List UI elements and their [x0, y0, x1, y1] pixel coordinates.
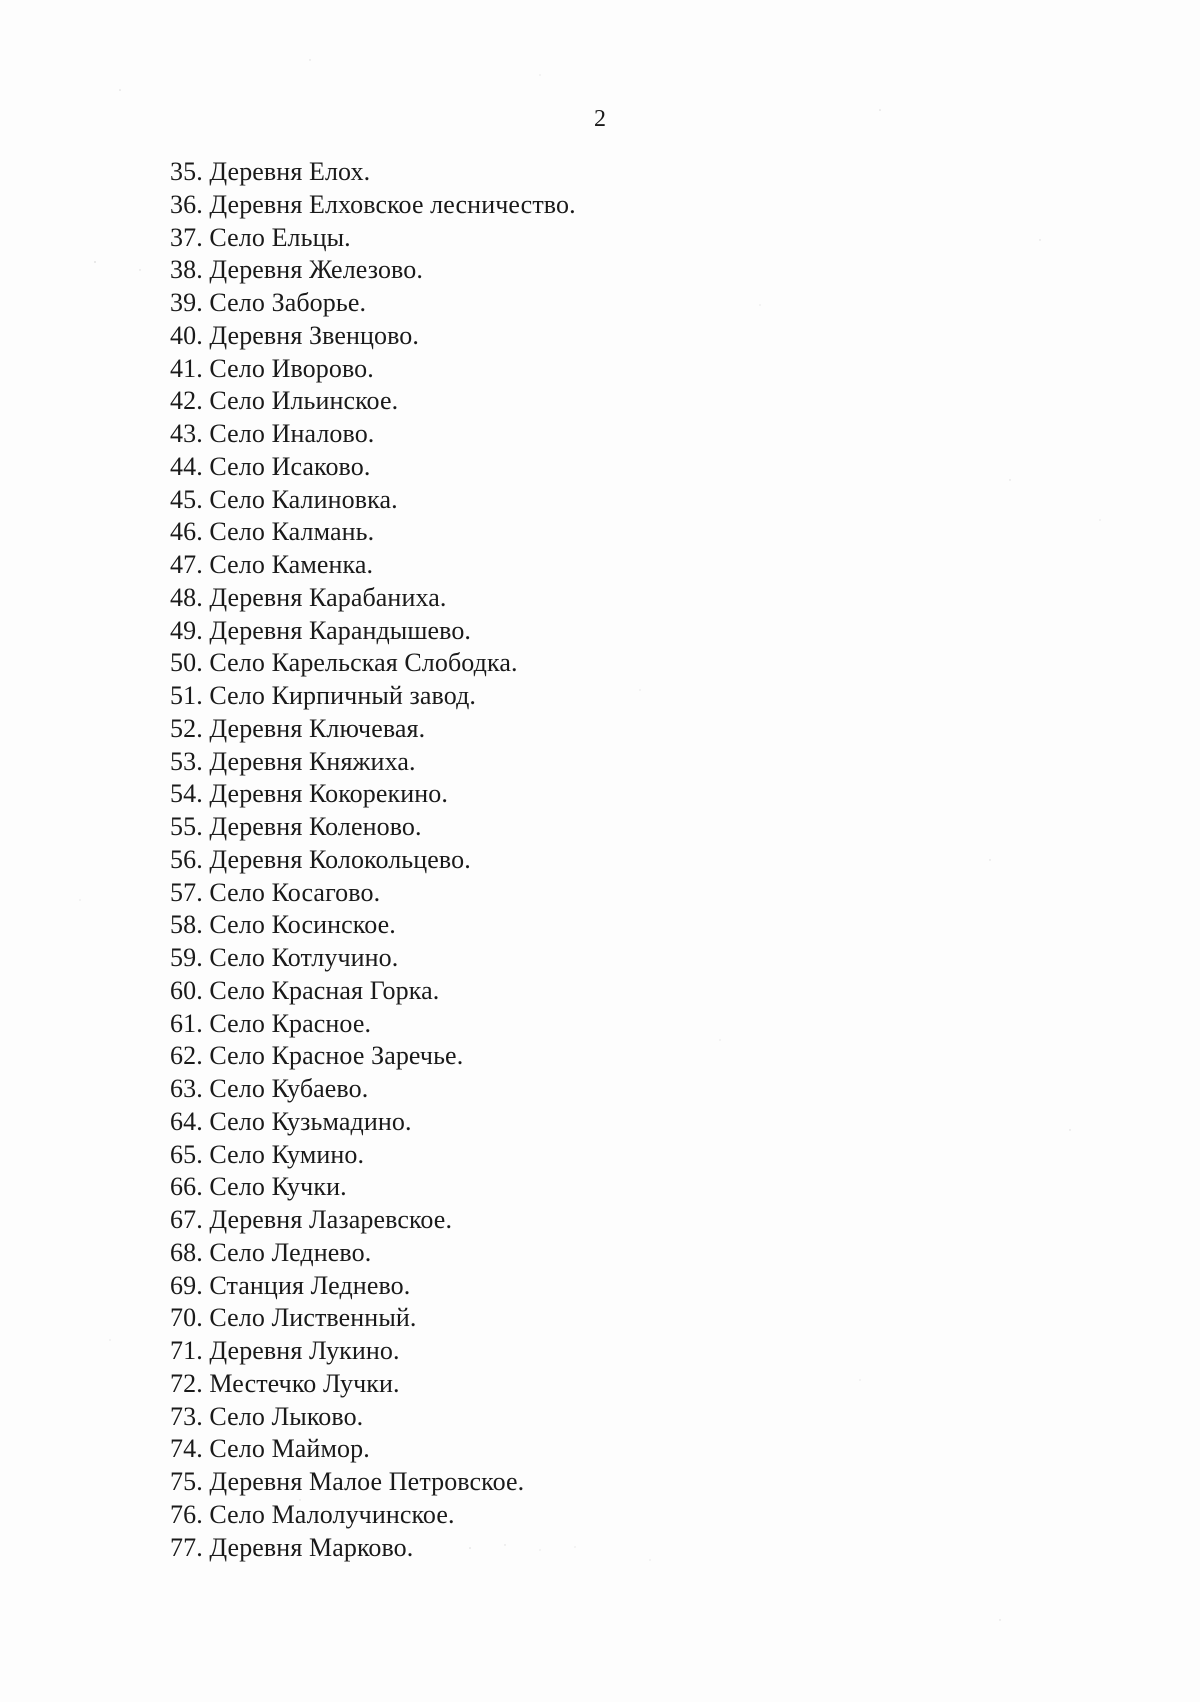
list-item: 46. Село Калмань.	[170, 517, 375, 547]
list-item: 73. Село Лыково.	[170, 1401, 364, 1431]
list-item: 49. Деревня Карандышево.	[170, 615, 472, 645]
list-item: 76. Село Малолучинское.	[170, 1499, 455, 1529]
list-item: 54. Деревня Кокорекино.	[170, 779, 448, 809]
list-item: 39. Село Заборье.	[170, 288, 367, 317]
list-item: 55. Деревня Коленово.	[170, 812, 422, 841]
list-item: 50. Село Карельская Слободка.	[170, 648, 518, 678]
list-item: 58. Село Косинское.	[170, 910, 396, 940]
list-item: 70. Село Лиственный.	[170, 1303, 417, 1333]
list-item: 43. Село Иналово.	[170, 419, 375, 448]
list-item: 63. Село Кубаево.	[170, 1074, 369, 1103]
list-item: 41. Село Иворово.	[170, 353, 374, 383]
list-item: 38. Деревня Железово.	[170, 255, 423, 285]
list-item: 48. Деревня Карабаниха.	[170, 582, 447, 612]
list-item: 64. Село Кузьмадино.	[170, 1106, 412, 1136]
list-item: 40. Деревня Звенцово.	[170, 320, 419, 350]
list-item: 53. Деревня Княжиха.	[170, 746, 416, 776]
page-number: 2	[594, 106, 606, 132]
list-item: 67. Деревня Лазаревское.	[170, 1205, 453, 1234]
list-item: 60. Село Красная Горка.	[170, 975, 440, 1005]
list-item: 74. Село Маймор.	[170, 1434, 370, 1464]
list-item: 45. Село Калиновка.	[170, 484, 398, 514]
list-item: 44. Село Исаково.	[170, 451, 371, 481]
list-item: 37. Село Ельцы.	[170, 222, 351, 252]
list-item: 52. Деревня Ключевая.	[170, 713, 426, 743]
list-item: 75. Деревня Малое Петровское.	[170, 1467, 525, 1496]
list-item: 59. Село Котлучино.	[170, 943, 399, 972]
list-item: 71. Деревня Лукино.	[170, 1336, 400, 1365]
list-item: 61. Село Красное.	[170, 1008, 372, 1038]
list-item: 35. Деревня Елох.	[170, 157, 371, 186]
list-item: 77. Деревня Марково.	[170, 1532, 414, 1562]
list-item: 66. Село Кучки.	[170, 1172, 347, 1202]
list-item: 36. Деревня Елховское лесничество.	[170, 189, 576, 219]
list-item: 69. Станция Леднево.	[170, 1270, 411, 1300]
list-item: 56. Деревня Колокольцево.	[170, 844, 471, 874]
list-item: 47. Село Каменка.	[170, 550, 374, 579]
settlement-list	[170, 156, 576, 1564]
list-item: 65. Село Кумино.	[170, 1139, 365, 1169]
list-item: 42. Село Ильинское.	[170, 386, 399, 416]
list-item: 72. Местечко Лучки.	[170, 1368, 400, 1398]
list-item: 57. Село Косагово.	[170, 877, 381, 907]
list-item: 51. Село Кирпичный завод.	[170, 681, 477, 710]
list-item: 62. Село Красное Заречье.	[170, 1041, 464, 1071]
list-item: 68. Село Леднево.	[170, 1237, 372, 1267]
